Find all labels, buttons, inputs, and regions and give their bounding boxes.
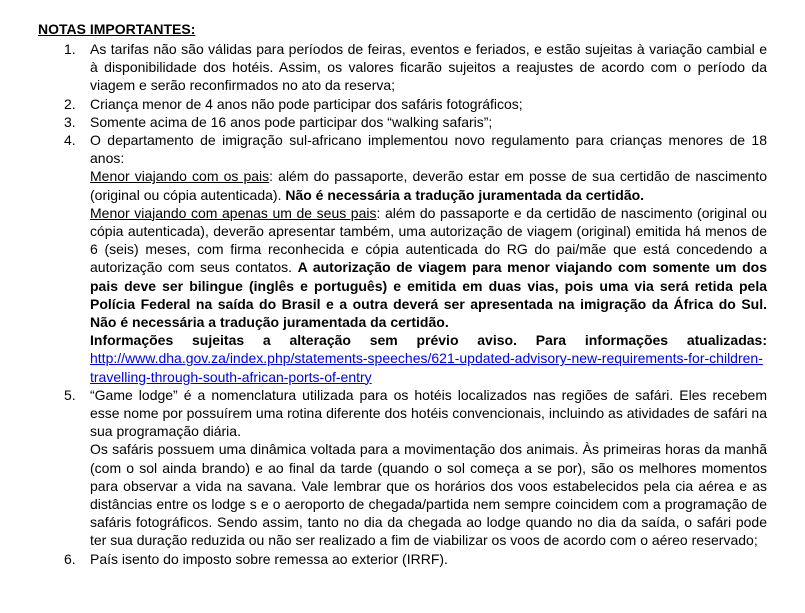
info-notice xyxy=(90,331,767,386)
list-item-2 xyxy=(38,95,767,113)
dha-advisory-link[interactable]: http://www.dha.gov.za/index.php/statements-speeches/621-updated-advisory-new-requirements-for-children-travelling-through-south-african-ports-of-entry xyxy=(90,350,763,385)
item-number: 4. xyxy=(64,132,76,149)
item-intro: O departamento de imigração sul-africano implementou novo regulamento para crianças menores de 18 anos: xyxy=(90,132,767,167)
case-bold-note: A autorização de viagem para menor viajando com somente um dos pais deve ser bilingue (inglês e português) e emitida em duas vias, pois uma via será retida pela Polícia Federal na saída do Brasil e a outra deverá ser apresentada na imigração da África do Sul. Não é necessária a tradução juramentada da certidão. xyxy=(90,259,767,331)
case-both-parents xyxy=(90,167,767,203)
item-paragraph: Os safáris possuem uma dinâmica voltada para a movimentação dos animais. Às primeiras horas da manhã (com o sol ainda brando) e ao final da tarde (quando o sol começa a se por), são os melhores momentos para observar a vida na savana. Vale lembrar que os horários dos voos estabelecidos pela cia aérea e as distâncias entre os lodge s e o aeroporto de chegada/partida nem sempre coincidem com a programação de safáris fotográficos. Sendo assim, tanto no dia da chegada ao lodge quando no dia da saída, o safári pode ter sua duração reduzida ou não ser realizado a fim de viabilizar os voos de acordo com o aéreo reservado; xyxy=(90,441,767,549)
item-paragraph: “Game lodge” é a nomenclatura utilizada para os hotéis localizados nas regiões de safári. Eles recebem esse nome por possuírem uma rotina diferente dos hotéis convencionais, incluindo as atividades de safári na sua programação diária. xyxy=(90,386,767,440)
case-one-parent xyxy=(90,204,767,331)
case-label: Menor viajando com apenas um de seus pais xyxy=(90,204,377,221)
info-bold: Informações sujeitas a alteração sem prévio aviso. Para informações atualizadas: xyxy=(90,332,767,349)
list-item-4 xyxy=(38,131,767,386)
item-number: 6. xyxy=(64,550,76,567)
item-text: Criança menor de 4 anos não pode participar dos safáris fotográficos; xyxy=(90,95,523,112)
notes-heading: NOTAS IMPORTANTES: xyxy=(38,21,196,37)
list-item-6 xyxy=(38,550,767,568)
item-text: As tarifas não são válidas para períodos de feiras, eventos e feriados, e estão sujeitas à variação cambial e à disponibilidade dos hotéis. Assim, os valores ficarão sujeitos a reajustes de acordo com o período da viagem e serão reconfirmados no ato da reserva; xyxy=(90,41,767,94)
list-item-5 xyxy=(38,386,767,550)
list-item-1 xyxy=(38,40,767,95)
list-item-3 xyxy=(38,113,767,131)
item-number: 1. xyxy=(64,41,76,57)
item-number: 3. xyxy=(64,113,76,130)
notes-list xyxy=(38,40,767,568)
item-number: 2. xyxy=(64,95,76,112)
case-text: : além do passaporte e da certidão de nascimento (original ou cópia autenticada), deverão apresentar também, uma autorização de viagem (original) emitida há menos de 6 (seis) meses, com firma reconhecida e cópia autenticada do RG do pai/mãe que está concedendo a autorização com seus contatos. xyxy=(90,204,767,276)
item-number: 5. xyxy=(64,386,76,403)
case-text: : além do passaporte, deverão estar em posse de sua certidão de nascimento (original ou cópia autenticada). xyxy=(90,168,768,203)
item-text: Somente acima de 16 anos pode participar dos “walking safaris”; xyxy=(90,113,493,130)
case-bold-note: Não é necessária a tradução juramentada da certidão. xyxy=(285,186,645,203)
case-label: Menor viajando com os pais xyxy=(90,168,270,185)
item-text: País isento do imposto sobre remessa ao exterior (IRRF). xyxy=(90,550,448,567)
